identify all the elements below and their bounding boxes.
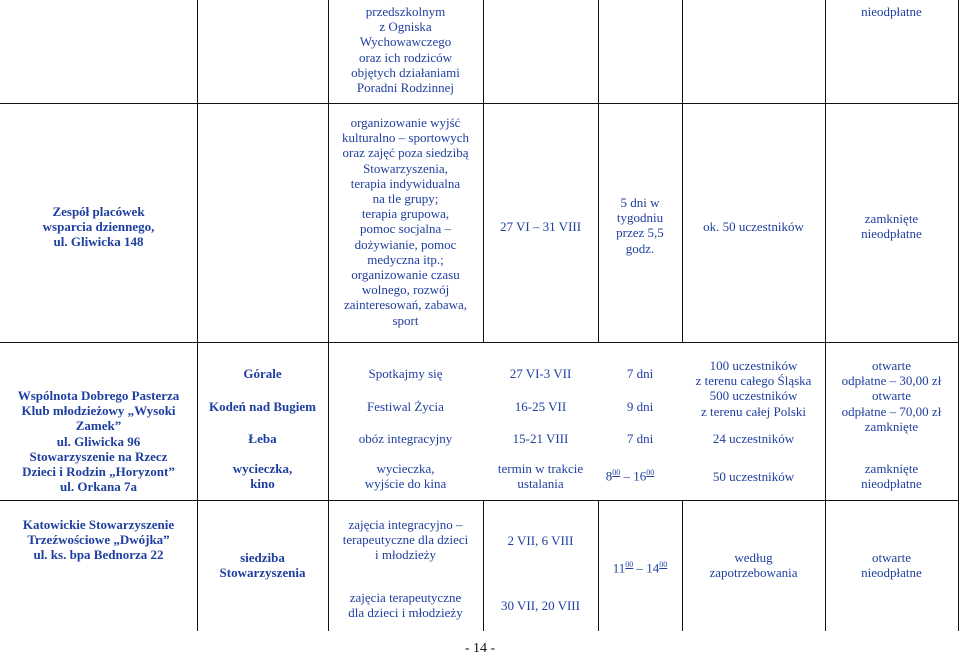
cell-text: 16-25 VII	[514, 399, 567, 414]
cell-text: 5 dni w	[620, 195, 660, 210]
cell-text: Łeba	[248, 431, 277, 446]
cell-text: medyczna itp.;	[367, 251, 444, 267]
cell-text: siedziba	[240, 550, 285, 565]
cell-text: 00	[612, 468, 621, 477]
cell-text: zajęcia terapeutyczne	[349, 590, 462, 605]
row4-participants	[682, 550, 825, 580]
cell-text: Stowarzyszenie na Rzecz	[29, 448, 168, 464]
table-border	[197, 0, 198, 631]
trip-name	[328, 461, 483, 491]
trip-time	[588, 465, 672, 484]
cell-text: Festiwal Życia	[367, 399, 444, 414]
row4-fee	[825, 550, 958, 580]
cell-text: nieodpłatne	[861, 4, 922, 19]
trip-participants	[682, 469, 825, 484]
table-border	[598, 0, 599, 342]
leba-date	[483, 431, 598, 446]
cell-text: wsparcia dziennego,	[42, 219, 155, 235]
row2-institution	[0, 204, 197, 250]
cell-text: zajęcia integracyjno –	[348, 517, 463, 532]
cell-text: objętych działaniami	[351, 64, 460, 80]
row4-place	[197, 550, 328, 580]
row4-activity-1	[328, 517, 483, 563]
cell-text: 30 VII, 20 VIII	[501, 598, 580, 613]
cell-text: według	[734, 550, 773, 565]
cell-text: otwarte	[872, 550, 911, 565]
cell-text: ul. Gliwicka 96	[56, 433, 141, 449]
cell-text: termin w trakcie	[497, 461, 584, 476]
cell-text: Wychowawczego	[359, 34, 452, 50]
cell-text: 11	[612, 560, 626, 576]
leba-place	[197, 431, 328, 446]
koden-name	[328, 399, 483, 414]
cell-text: 27 VI – 31 VIII	[499, 219, 582, 234]
cell-text: oraz ich rodziców	[358, 49, 453, 65]
cell-text: 100 uczestników	[709, 358, 798, 373]
cell-text: dla dzieci i młodzieży	[348, 605, 463, 621]
cell-text: zamknięte	[864, 211, 919, 226]
cell-text: ul. ks. bpa Bednorza 22	[33, 547, 164, 563]
cell-text: pomoc socjalna –	[360, 221, 451, 237]
gorale-date	[483, 366, 598, 381]
row3-institution	[0, 388, 197, 494]
leba-participants	[682, 431, 825, 446]
cell-text: tygodniu	[616, 210, 664, 226]
cell-text: organizowanie czasu	[351, 267, 460, 283]
cell-text: 27 VI-3 VII	[509, 366, 572, 381]
cell-text: 50 uczestników	[712, 469, 795, 484]
row4-date-1	[483, 533, 598, 548]
cell-text: wycieczka,	[232, 461, 293, 476]
cell-text: terapeutyczne dla dzieci	[342, 532, 469, 548]
cell-text: Stowarzyszenia	[219, 565, 306, 581]
cell-text: zainteresowań, zabawa,	[343, 297, 468, 313]
koden-days	[598, 399, 682, 414]
table-border	[825, 0, 826, 631]
cell-text: ustalania	[517, 476, 564, 492]
trip-date	[483, 461, 598, 491]
cell-text: Zespół placówek	[52, 204, 145, 219]
cell-text: kino	[250, 476, 275, 492]
cell-text: godz.	[625, 240, 655, 256]
cell-text: Spotkajmy się	[368, 366, 443, 381]
cell-text: nieodpłatne	[861, 226, 922, 242]
cell-text: terapia indywidualna	[350, 175, 461, 191]
row4-activity-2	[328, 590, 483, 620]
cell-text: 16	[633, 468, 647, 484]
cell-text: Stowarzyszenia,	[363, 160, 448, 176]
cell-text: nieodpłatne	[861, 565, 922, 581]
cell-text: Dzieci i Rodzin „Horyzont”	[22, 464, 175, 480]
cell-text: odpłatne – 30,00 zł	[841, 373, 942, 389]
cell-text: –	[633, 560, 647, 576]
cell-text: zamknięte	[864, 418, 919, 434]
cell-text: z Ogniska	[379, 19, 432, 35]
cell-text: i młodzieży	[374, 547, 436, 563]
cell-text: Klub młodzieżowy „Wysoki	[21, 403, 176, 419]
row4-date-2	[483, 598, 598, 613]
cell-text: ok. 50 uczestników	[703, 219, 804, 234]
cell-text: 7 dni	[626, 431, 654, 446]
cell-text: - 14 -	[464, 641, 496, 656]
cell-text: Katowickie Stowarzyszenie	[22, 517, 175, 532]
camp-fees	[825, 358, 958, 434]
cell-text: na tle grupy;	[372, 191, 439, 207]
row1-fee	[825, 4, 958, 19]
cell-text: z terenu całego Śląska	[695, 373, 812, 389]
cell-text: oraz zajęć poza siedzibą	[342, 145, 469, 161]
page-number	[430, 641, 530, 656]
table-border	[0, 342, 959, 343]
cell-text: ul. Gliwicka 148	[53, 234, 144, 250]
leba-name	[328, 431, 483, 446]
table-border	[483, 0, 484, 342]
cell-text: 500 uczestników	[709, 388, 798, 404]
cell-text: terapia grupowa,	[361, 206, 450, 222]
cell-text: przedszkolnym	[365, 4, 446, 19]
cell-text: zamknięte	[864, 461, 919, 476]
cell-text: Trzeźwościowe „Dwójka”	[27, 532, 170, 548]
cell-text: 8	[605, 468, 613, 484]
cell-text: odpłatne – 70,00 zł	[841, 403, 942, 419]
cell-text: wolnego, rozwój	[361, 282, 450, 298]
koden-date	[483, 399, 598, 414]
row2-activities	[328, 115, 483, 328]
cell-text: kulturalno – sportowych	[341, 130, 470, 146]
row4-time	[598, 557, 682, 576]
table-border	[0, 500, 959, 501]
koden-place	[197, 399, 328, 414]
camp-participants	[682, 358, 825, 419]
gorale-name	[328, 366, 483, 381]
cell-text: sport	[392, 312, 419, 328]
cell-text: otwarte	[872, 388, 911, 404]
cell-text: obóz integracyjny	[358, 431, 453, 446]
leba-days	[598, 431, 682, 446]
cell-text: nieodpłatne	[861, 476, 922, 492]
cell-text: wyjście do kina	[364, 476, 447, 492]
row2-date	[483, 219, 598, 234]
cell-text: Górale	[243, 366, 282, 381]
cell-text: 00	[646, 468, 655, 477]
row2-schedule	[598, 195, 682, 256]
row2-participants	[682, 219, 825, 234]
cell-text: przez 5,5	[616, 225, 664, 241]
cell-text: 00	[625, 560, 634, 569]
cell-text: Kodeń nad Bugiem	[209, 399, 316, 414]
row2-fee	[825, 211, 958, 241]
cell-text: otwarte	[872, 358, 911, 373]
gorale-place	[197, 366, 328, 381]
cell-text: 00	[659, 560, 668, 569]
table-border	[0, 103, 959, 104]
cell-text: z terenu całej Polski	[700, 403, 807, 419]
cell-text: wycieczka,	[376, 461, 435, 476]
cell-text: Wspólnota Dobrego Pasterza	[17, 388, 180, 403]
trip-fee	[825, 461, 958, 491]
cell-text: 15-21 VIII	[512, 431, 569, 446]
cell-text: –	[620, 468, 634, 484]
cell-text: Zamek”	[75, 418, 122, 434]
cell-text: 9 dni	[626, 399, 654, 414]
cell-text: zapotrzebowania	[709, 565, 798, 581]
cell-text: 24 uczestników	[712, 431, 795, 446]
trip-place	[197, 461, 328, 491]
cell-text: 14	[646, 560, 660, 576]
cell-text: organizowanie wyjść	[350, 115, 461, 130]
row4-institution	[0, 517, 197, 563]
cell-text: 2 VII, 6 VIII	[507, 533, 574, 548]
cell-text: Poradni Rodzinnej	[356, 80, 455, 96]
table-border	[682, 0, 683, 342]
cell-text: 7 dni	[626, 366, 654, 381]
cell-text: dożywianie, pomoc	[354, 236, 457, 252]
cell-text: ul. Orkana 7a	[60, 479, 137, 495]
gorale-days	[598, 366, 682, 381]
row1-participants-desc	[328, 4, 483, 95]
